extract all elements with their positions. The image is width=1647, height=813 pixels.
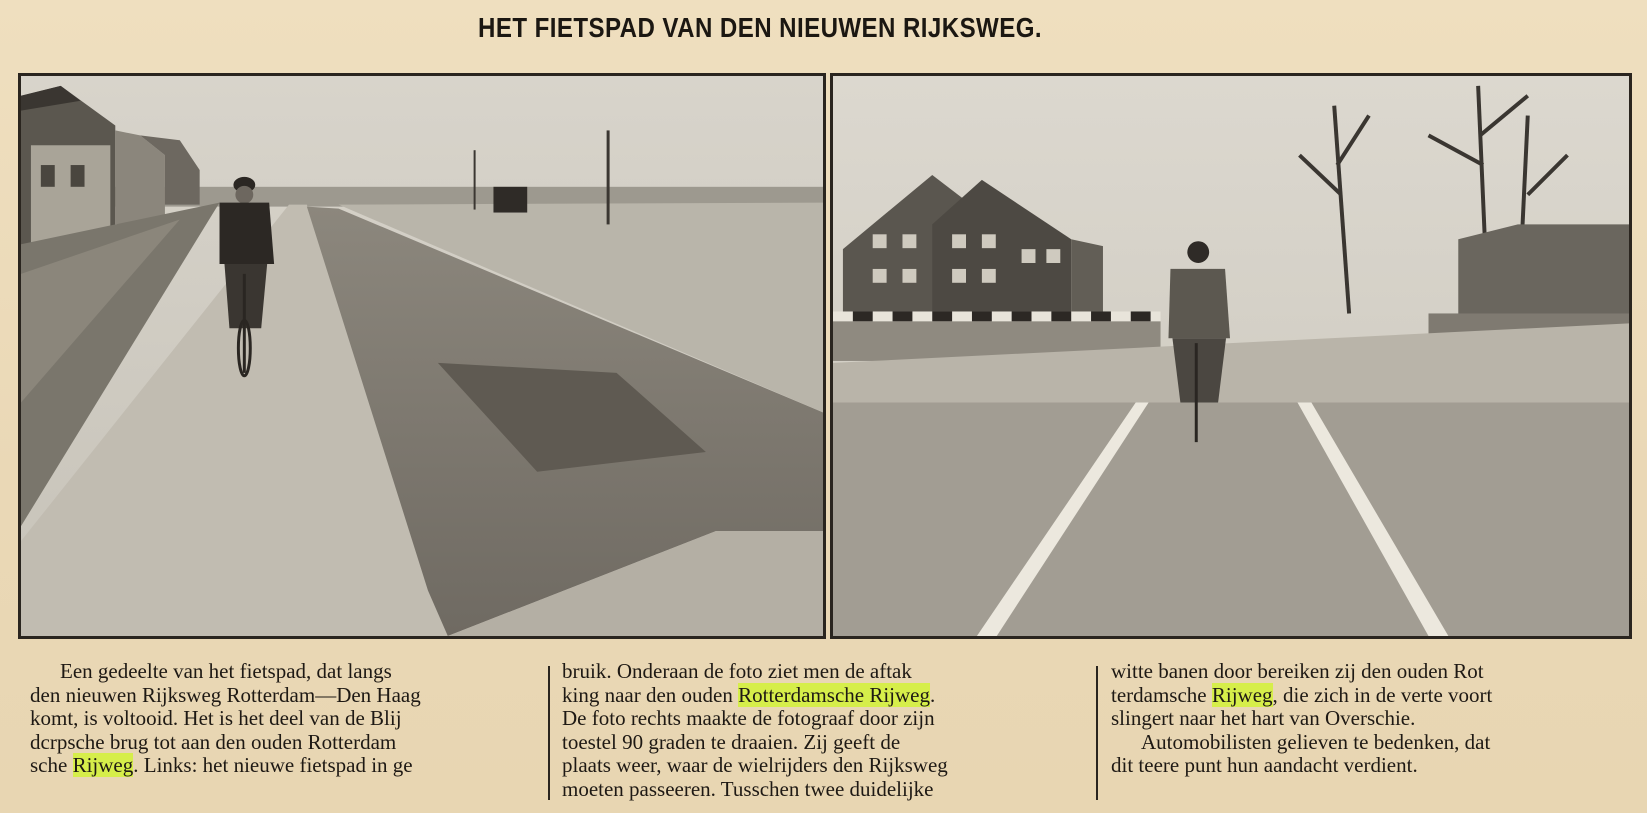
- highlighted-term: Rijweg: [1211, 682, 1273, 707]
- col1-line-1: Een gedeelte van het fietspad, dat langs: [60, 659, 392, 683]
- article-column-3: [1111, 660, 1641, 805]
- col1-line-3: komt, is voltooid. Het is het deel van de Blij: [30, 706, 402, 730]
- photo-left-image: [21, 76, 823, 636]
- col1-line-5: [30, 754, 550, 778]
- col3-line-2-b: , die zich in de verte voort: [1272, 682, 1493, 707]
- col3-line-3: slingert naar het hart van Overschie.: [1111, 706, 1416, 730]
- col2-line-6: moeten passeeren. Tusschen twee duidelijke: [562, 776, 934, 801]
- col2-line-2: [562, 684, 1074, 708]
- col2-line-5: plaats weer, waar de wielrijders den Rijksweg: [562, 753, 948, 777]
- col1-line-5-a: sche: [30, 753, 73, 777]
- article-body: [14, 660, 1644, 805]
- col2-line-4: toestel 90 graden te draaien. Zij geeft de: [562, 729, 901, 754]
- column-rule: [548, 666, 550, 800]
- col2-line-1: bruik. Onderaan de foto ziet men de aftak: [562, 659, 912, 683]
- photo-cyclist-on-cycle-path: [18, 73, 826, 639]
- col3-line-5: dit teere punt hun aandacht verdient.: [1111, 753, 1418, 777]
- highlighted-term: Rijweg: [72, 753, 134, 777]
- col3-line-2: [1111, 684, 1641, 708]
- photo-cyclist-at-junction: [830, 73, 1632, 639]
- article-column-1: [30, 660, 550, 805]
- column-rule: [1096, 666, 1098, 800]
- col2-line-2-b: .: [930, 682, 936, 707]
- headline: HET FIETSPAD VAN DEN NIEUWEN RIJKSWEG.: [478, 12, 1042, 43]
- col2-line-3: De foto rechts maakte de fotograaf door zijn: [562, 706, 935, 730]
- col3-line-1: witte banen door bereiken zij den ouden Rot: [1111, 659, 1484, 683]
- col1-line-5-b: . Links: het nieuwe fietspad in ge: [133, 753, 413, 777]
- highlighted-term: Rotterdamsche Rijweg: [738, 682, 930, 707]
- col2-line-2-a: king naar den ouden: [562, 682, 739, 707]
- col3-line-4: Automobilisten gelieven te bedenken, dat: [1141, 729, 1491, 754]
- col1-line-4: dcrpsche brug tot aan den ouden Rotterdam: [30, 729, 397, 754]
- col3-line-2-a: terdamsche: [1111, 682, 1212, 707]
- col1-line-2: den nieuwen Rijksweg Rotterdam—Den Haag: [30, 682, 421, 707]
- article-column-2: [562, 660, 1074, 805]
- photo-right-image: [833, 76, 1629, 636]
